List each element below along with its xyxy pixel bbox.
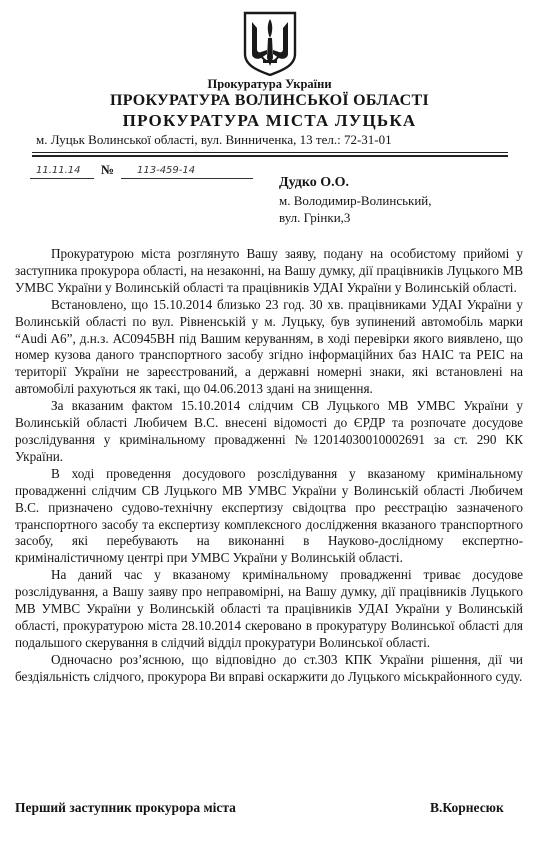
header-line-3: ПРОКУРАТУРА МІСТА ЛУЦЬКА (122, 111, 417, 130)
registration-number: 113-459-14 (121, 165, 253, 179)
body-paragraph: Одночасно роз’яснюю, що відповідно до ст.303 КПК України рішення, дії чи бездіяльність слідчого, прокурора Ви вправі оскаржити до Луцького міськрайонного суду. (15, 651, 523, 684)
registration-number-label: № (101, 162, 115, 177)
body-paragraph: В ході проведення досудового розслідування у вказаному кримінальному провадженні слідчим СВ Луцького МВ УМВС України у Волинській області Любичем В.С. призначено судово-технічну експертизу свідоцтва про реєстрацію зазначеного транспортного засобу та експертизу комплексного дослідження вказаного транспортного засобу, які перебувають на виконанні в Науково-дослідному експертно-криміналістичному центрі при УМВС України у Волинській області. (15, 465, 523, 566)
letter-body (15, 246, 523, 686)
trident-emblem-icon (241, 10, 299, 76)
header-divider-bold (32, 155, 508, 157)
header-line-2: ПРОКУРАТУРА ВОЛИНСЬКОЇ ОБЛАСТІ (109, 92, 430, 109)
registration-date: 11.11.14 (30, 165, 94, 179)
addressee-block (279, 174, 432, 227)
header-address: м. Луцьк Волинської області, вул. Винниченка, 13 тел.: 72-31-01 (36, 132, 392, 147)
signatory-title: Перший заступник прокурора міста (15, 800, 236, 815)
signatory-name: В.Корнесюк (430, 800, 504, 815)
body-paragraph: За вказаним фактом 15.10.2014 слідчим СВ Луцького МВ УМВС України у Волинській області Любичем В.С. внесені відомості до ЄРДР та розпочате досудове розслідування у кримінальному провадженні №12014030010002691 за ст. 290 КК України. (15, 398, 523, 464)
addressee-street: вул. Грінки,3 (279, 210, 351, 225)
body-paragraph: На даний час у вказаному кримінальному провадженні триває досудове розслідування, а Вашу заяву про неправомірні, на Вашу думку, дії працівників Луцького МВ УМВС України у Волинській області та працівників УДАІ України у Волинській області, прокуратурою міста 28.10.2014 скеровано в прокуратуру Волинської області для подальшого скерування в слідчий відділ прокуратури Волинської області. (15, 567, 523, 650)
addressee-city: м. Володимир-Волинський, (279, 192, 432, 208)
addressee-name: Дудко О.О. (279, 175, 349, 190)
body-paragraph: Встановлено, що 15.10.2014 близько 23 год. 30 хв. працівниками УДАІ України у Волинській області по вул. Рівненській у м. Луцьку, був зупинений автомобіль марки “Audi A6”, д.н.з. АС0945ВН під Вашим керуванням, в ході перевірки якого виявлено, що номер кузова даного транспортного засобу згідно інформаційних баз НАІС та РЕІС на території України не зареєстрований, а державні номерні знаки, які встановлені на автомобілі рахуються як такі, що 04.06.2013 здані на знищення. (15, 296, 523, 397)
header-divider (32, 152, 508, 153)
body-paragraph: Прокуратурою міста розглянуто Вашу заяву, подану на особистому прийомі у заступника прокурора області, на незаконні, на Вашу думку, дії працівників Луцького МВ УМВС України у Волинській області та працівників УДАІ України у Волинській області. (15, 246, 523, 295)
header-line-1: Прокуратура України (207, 77, 332, 91)
